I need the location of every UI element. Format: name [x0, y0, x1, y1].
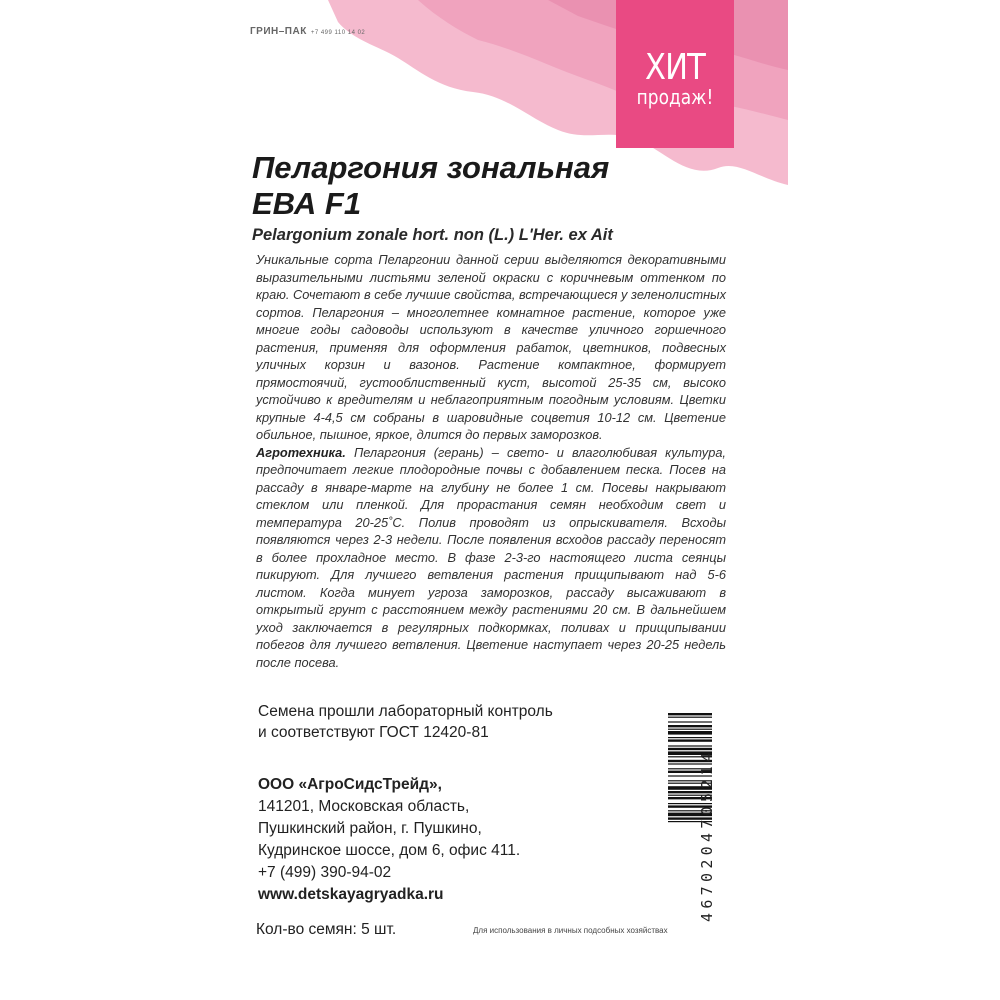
product-title: [252, 150, 609, 222]
barcode-number: 4670204705214: [698, 748, 716, 922]
badge-line1: ХИТ: [644, 47, 706, 88]
company-address2: Пушкинский район, г. Пушкино,: [258, 820, 482, 837]
lab-control-note: [258, 701, 553, 743]
description-intro: Уникальные сорта Пеларгонии данной серии выделяются декоративными выразительными листьями зеленой окраски с коричневым оттенком по краю. Сочетают в себе лучшие свойства, встречающиеся у зеленолистных сортов. Пеларгония – многолетнее комнатное растение, которое уже многие годы садоводы используют в качестве уличного горшечного растения, применяя для оформления рабаток, цветников, подвесных уличных корзин и вазонов. Растение компактное, формирует прямостоячий, густооблиственный куст, высотой 25-35 см, высоко устойчиво к вредителям и неблагоприятным погодным условиям. Цветки крупные 4-4,5 см собраны в шаровидные соцветия 10-12 см. Цветение обильное, пышное, яркое, длится до первых заморозков.: [256, 252, 726, 442]
maker-phone: +7 499 110 14 02: [310, 30, 366, 36]
control-line1: Семена прошли лабораторный контроль: [258, 703, 553, 720]
company-address3: Кудринское шоссе, дом 6, офис 411.: [258, 842, 521, 859]
agro-text: Пеларгония (герань) – свето- и влаголюбивая культура, предпочитает легкие плодородные почвы с добавлением песка. Посев на рассаду в январе-марте на глубину не более 1 см. Посевы накрывают стеклом или пленкой. Для прорастания семян необходим свет и температура 20-25˚С. Полив проводят из опрыскивателя. Всходы появляются через 2-3 недели. После появления всходов рассаду переносят в более прохладное место. В фазе 2-3-го настоящего листа сеянцы пикируют. Для лучшего ветвления растения прищипывают над 5-6 листом. Когда минует угроза заморозков, рассаду высаживают в открытый грунт с расстоянием между растениями 20 см. В дальнейшем уход заключается в регулярных подкормках, поливах и прищипывании побегов для лучшего ветвления. Цветение наступает через 20-25 недель после посева.: [256, 444, 726, 670]
agrotechnics: [256, 444, 726, 672]
company-info: [258, 774, 520, 906]
seed-count: Кол-во семян: 5 шт.: [256, 921, 397, 938]
latin-name: Pelargonium zonale hort. non (L.) L'Her. ex Ait: [252, 226, 613, 244]
company-name: ООО «АгроСидсТрейд»,: [258, 776, 442, 793]
seed-packet: [218, 0, 788, 1000]
control-line2: и соответствуют ГОСТ 12420-81: [258, 724, 489, 741]
company-phone: +7 (499) 390-94-02: [258, 864, 392, 881]
badge-line2: продаж!: [636, 85, 714, 109]
title-line2: ЕВА F1: [252, 186, 362, 221]
maker-name: ГРИН–ПАК: [250, 26, 307, 37]
private-use-note: Для использования в личных подсобных хозяйствах: [473, 926, 668, 935]
agro-label: Агротехника.: [256, 444, 346, 460]
description: [256, 251, 726, 671]
company-address1: 141201, Московская область,: [258, 798, 470, 815]
title-line1: Пеларгония зональная: [252, 150, 610, 185]
bestseller-badge: [616, 0, 734, 148]
company-website: www.detskayagryadka.ru: [258, 886, 444, 903]
maker-label: [250, 26, 365, 37]
